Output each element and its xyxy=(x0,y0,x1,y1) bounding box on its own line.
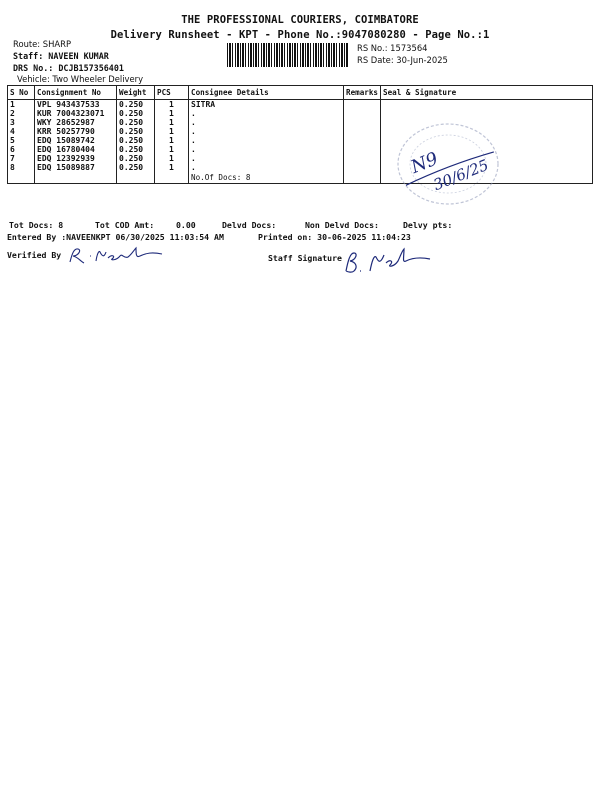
cell-pcs: 1 xyxy=(155,163,189,172)
cell-pcs: 1 xyxy=(155,154,189,163)
barcode-image xyxy=(227,43,348,67)
cell-seal xyxy=(381,109,593,118)
runsheet-table xyxy=(7,85,593,184)
col-header-weight: Weight xyxy=(117,86,155,100)
col-header-seal: Seal & Signature xyxy=(381,86,593,100)
cell-empty xyxy=(155,172,189,184)
delvy-pts: Delvy pts: xyxy=(403,220,453,230)
printed-on: Printed on: 30-06-2025 11:04:23 xyxy=(258,232,411,242)
cell-sno: 7 xyxy=(8,154,35,163)
vehicle-label: Vehicle: Two Wheeler Delivery xyxy=(17,74,144,84)
cell-consignment: KRR 50257790 xyxy=(35,127,117,136)
delvd-docs: Delvd Docs: xyxy=(222,220,277,230)
cell-pcs: 1 xyxy=(155,145,189,154)
seal-stamp xyxy=(393,118,503,210)
cell-weight: 0.250 xyxy=(117,163,155,172)
cell-weight: 0.250 xyxy=(117,127,155,136)
table-row xyxy=(8,136,593,145)
cell-consignee: . xyxy=(189,154,344,163)
tot-docs: Tot Docs: 8 xyxy=(9,220,64,230)
non-delvd-docs: Non Delvd Docs: xyxy=(305,220,379,230)
cell-weight: 0.250 xyxy=(117,118,155,127)
cell-remarks xyxy=(344,127,381,136)
cell-weight: 0.250 xyxy=(117,100,155,110)
col-header-consignment: Consignment No xyxy=(35,86,117,100)
cell-consignment: WKY 28652987 xyxy=(35,118,117,127)
cell-consignment: EDQ 15089887 xyxy=(35,163,117,172)
cell-pcs: 1 xyxy=(155,100,189,110)
cell-remarks xyxy=(344,136,381,145)
cell-consignment: VPL 943437533 xyxy=(35,100,117,110)
cell-empty xyxy=(344,172,381,184)
verified-by-label: Verified By xyxy=(7,250,62,260)
cell-sno: 1 xyxy=(8,100,35,110)
cell-consignee: . xyxy=(189,109,344,118)
rs-date: RS Date: 30-Jun-2025 xyxy=(357,55,448,65)
cell-consignment: EDQ 16780404 xyxy=(35,145,117,154)
cell-weight: 0.250 xyxy=(117,154,155,163)
cell-sno: 8 xyxy=(8,163,35,172)
table-row xyxy=(8,118,593,127)
cell-remarks xyxy=(344,145,381,154)
cell-remarks xyxy=(344,118,381,127)
table-row xyxy=(8,127,593,136)
table-row xyxy=(8,145,593,154)
table-row xyxy=(8,154,593,163)
route-label: Route: SHARP xyxy=(13,39,72,49)
cell-weight: 0.250 xyxy=(117,145,155,154)
stamp-handwriting-2: 30/6/25 xyxy=(430,155,492,195)
cell-seal xyxy=(381,100,593,110)
col-header-remarks: Remarks xyxy=(344,86,381,100)
table-row xyxy=(8,163,593,172)
cell-pcs: 1 xyxy=(155,109,189,118)
cell-remarks xyxy=(344,100,381,110)
col-header-sno: S No xyxy=(8,86,35,100)
cell-empty xyxy=(117,172,155,184)
cell-empty xyxy=(8,172,35,184)
cell-pcs: 1 xyxy=(155,127,189,136)
cell-remarks xyxy=(344,109,381,118)
cell-sno: 3 xyxy=(8,118,35,127)
tot-cod-label: Tot COD Amt: xyxy=(95,220,155,230)
cell-consignee: . xyxy=(189,127,344,136)
rs-number: RS No.: 1573564 xyxy=(357,43,428,53)
tot-cod-value: 0.00 xyxy=(176,220,196,230)
no-of-docs: No.Of Docs: 8 xyxy=(189,172,344,184)
cell-pcs: 1 xyxy=(155,118,189,127)
entered-by: Entered By :NAVEENKPT 06/30/2025 11:03:54 AM xyxy=(7,232,224,242)
runsheet-subtitle: Delivery Runsheet - KPT - Phone No.:9047080280 - Page No.:1 xyxy=(110,29,490,41)
staff-signature-label: Staff Signature xyxy=(268,253,342,263)
table-row-summary xyxy=(8,172,593,184)
table-row xyxy=(8,100,593,110)
staff-signature xyxy=(340,247,435,277)
cell-sno: 2 xyxy=(8,109,35,118)
cell-sno: 5 xyxy=(8,136,35,145)
table-header-row xyxy=(8,86,593,100)
cell-consignee: . xyxy=(189,163,344,172)
cell-empty xyxy=(35,172,117,184)
cell-weight: 0.250 xyxy=(117,109,155,118)
cell-sno: 4 xyxy=(8,127,35,136)
cell-consignee: . xyxy=(189,118,344,127)
staff-label: Staff: NAVEEN KUMAR xyxy=(13,51,109,61)
cell-consignment: EDQ 15089742 xyxy=(35,136,117,145)
table-row xyxy=(8,109,593,118)
drs-number: DRS No.: DCJB157356401 xyxy=(13,63,124,73)
cell-pcs: 1 xyxy=(155,136,189,145)
verified-signature xyxy=(66,244,166,266)
cell-consignee: SITRA xyxy=(189,100,344,110)
cell-consignment: EDQ 12392939 xyxy=(35,154,117,163)
company-title: THE PROFESSIONAL COURIERS, COIMBATORE xyxy=(181,14,419,26)
cell-consignment: KUR 7004323071 xyxy=(35,109,117,118)
cell-remarks xyxy=(344,154,381,163)
cell-weight: 0.250 xyxy=(117,136,155,145)
cell-remarks xyxy=(344,163,381,172)
col-header-consignee: Consignee Details xyxy=(189,86,344,100)
cell-consignee: . xyxy=(189,136,344,145)
cell-consignee: . xyxy=(189,145,344,154)
cell-sno: 6 xyxy=(8,145,35,154)
stamp-handwriting-1: N9 xyxy=(408,148,442,179)
col-header-pcs: PCS xyxy=(155,86,189,100)
